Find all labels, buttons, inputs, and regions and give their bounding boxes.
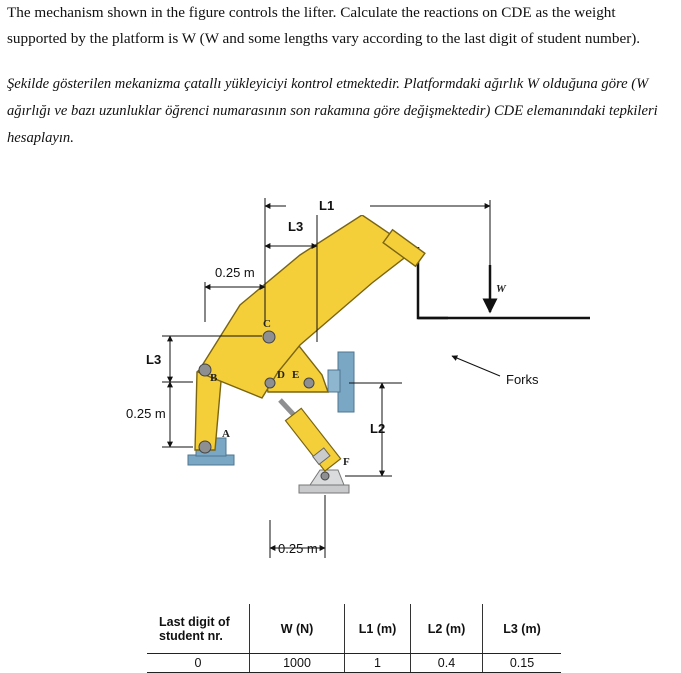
dim-l3-left: L3 [146,352,162,367]
table-cell: 0 [147,654,250,673]
table-header: W (N) [250,604,345,654]
table-cell: 0.4 [411,654,483,673]
student-parameter-table [147,604,561,673]
label-a: A [222,428,230,440]
table-header-row [147,604,561,654]
problem-text-english: The mechanism shown in the figure controls the lifter. Calculate the reactions on CDE as the weight supported by the platform is W (W and some lengths vary according to the last digit of student number). [7,4,641,47]
label-forks: Forks [506,372,539,387]
table-cell: 0.15 [483,654,562,673]
problem-text-turkish: Şekilde gösterilen mekanizma çatallı yükleyiciyi kontrol etmektedir. Platformdaki ağırlık W olduğuna göre (W ağırlığı ve bazı uzunluklar öğrenci numarasının son rakamına göre değişmektedir) CDE elemanındaki tepkileri hesaplayın. [7,76,658,146]
label-f: F [343,456,350,468]
hydraulic-cylinder [280,400,341,471]
mount-e [328,352,354,412]
label-b: B [210,372,218,384]
label-c: C [263,318,271,330]
dim-l3-top: L3 [288,219,304,234]
table-header: L3 (m) [483,604,562,654]
dim-l2: L2 [370,421,386,436]
table-row [147,654,561,673]
forks-leader [452,356,500,376]
table-cell: 1 [345,654,411,673]
table-cell: 1000 [250,654,345,673]
label-e: E [292,369,300,381]
dim-025-top: 0.25 m [215,265,255,280]
table-header: L2 (m) [411,604,483,654]
table-header: L1 (m) [345,604,411,654]
label-w: W [496,283,506,295]
label-d: D [277,369,285,381]
dim-l1: L1 [319,198,335,213]
table-header: Last digit of student nr. [147,604,250,654]
dim-025-bottom: 0.25 m [278,541,318,556]
dim-025-left: 0.25 m [126,406,166,421]
